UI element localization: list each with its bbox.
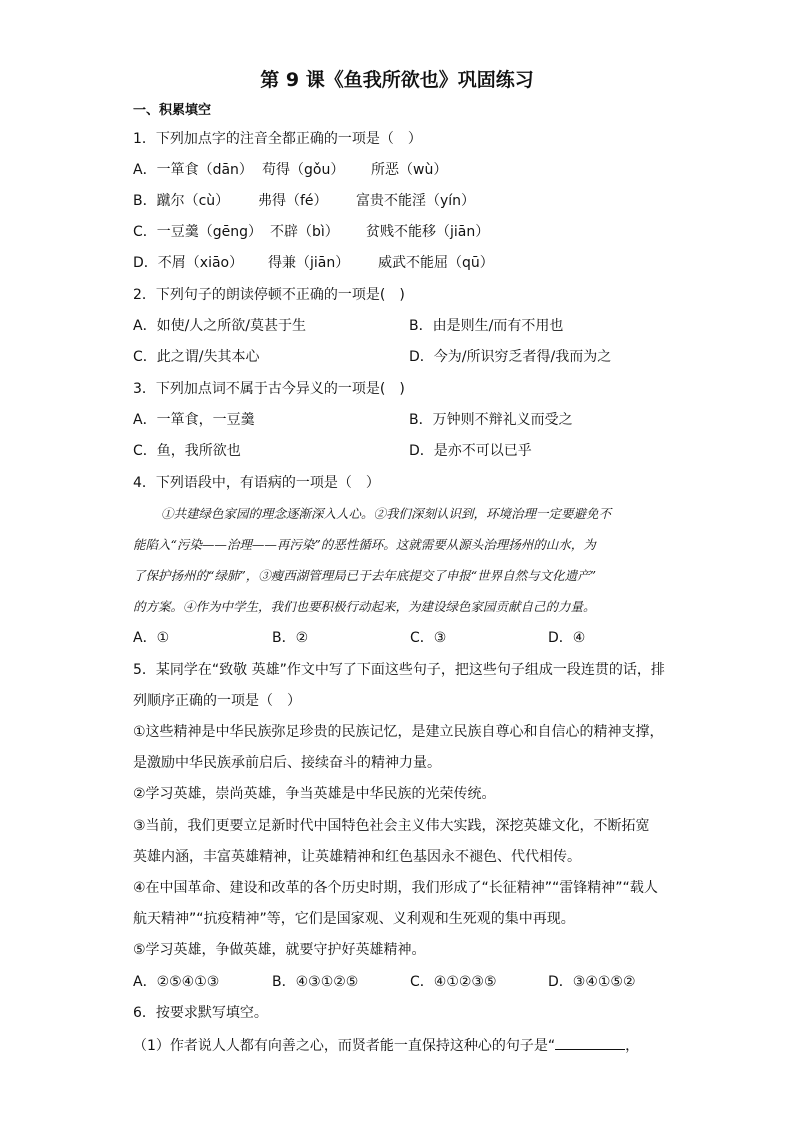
q4-option-b: B．② <box>272 630 309 646</box>
q4-option-c: C．③ <box>410 630 447 646</box>
q1-option-d-part3: 威武不能屈（qū） <box>378 255 494 271</box>
question-3-stem: 3．下列加点词不属于古今异义的一项是( ) <box>133 381 405 397</box>
q1-option-d-part2: 得兼（jiān） <box>268 255 350 271</box>
q5-sentence-line: 英雄内涵，丰富英雄精神，让英雄精神和红色基因永不褪色、代代相传。 <box>133 849 581 865</box>
q5-sentence-line: ①这些精神是中华民族弥足珍贵的民族记忆，是建立民族自尊心和自信心的精神支撑， <box>133 724 664 740</box>
q2-option-d: D．今为/所识穷乏者得/我而为之 <box>409 349 612 365</box>
q2-option-c: C．此之谓/失其本心 <box>133 349 260 365</box>
q1-option-c-part1: C．一豆羹（gēng） <box>133 224 263 240</box>
q4-option-d: D．④ <box>548 630 586 646</box>
q5-option-c: C．④①②③⑤ <box>410 974 497 990</box>
passage-line: 的方案。④作为中学生，我们也要积极行动起来，为建设绿色家园贡献自己的力量。 <box>133 599 596 614</box>
q5-sentence-line: ②学习英雄，崇尚英雄，争当英雄是中华民族的光荣传统。 <box>133 786 496 802</box>
q3-option-d: D．是亦不可以已乎 <box>409 443 532 459</box>
passage-line: 能陷入“污染——治理——再污染”的恶性循环。这就需要从源头治理扬州的山水，为 <box>133 537 596 552</box>
question-5-stem-cont: 列顺序正确的一项是（ ） <box>133 693 301 709</box>
q1-option-b-part3: 富贵不能淫（yín） <box>356 193 476 209</box>
sub-question-suffix: ， <box>625 1038 640 1054</box>
q5-option-b: B．④③①②⑤ <box>272 974 359 990</box>
q2-option-a: A．如使/人之所欲/莫甚于生 <box>133 318 307 334</box>
question-2-stem: 2．下列句子的朗读停顿不正确的一项是( ) <box>133 287 405 303</box>
q5-sentence-line: ⑤学习英雄，争做英雄，就要守护好英雄精神。 <box>133 942 426 958</box>
question-6-stem: 6．按要求默写填空。 <box>133 1005 268 1021</box>
q1-option-c-part3: 贫贱不能移（jiān） <box>366 224 490 240</box>
q2-option-b: B．由是则生/而有不用也 <box>409 318 564 334</box>
q5-sentence-line: 航天精神”“抗疫精神”等，它们是国家观、义利观和生死观的集中再现。 <box>133 911 575 927</box>
q1-option-b-part1: B．蹴尔（cù） <box>133 193 230 209</box>
q5-sentence-line: 是激励中华民族承前启后、接续奋斗的精神力量。 <box>133 755 441 771</box>
question-6-sub-1 <box>133 1035 639 1056</box>
q4-option-a: A．① <box>133 630 170 646</box>
q1-option-a-part1: A．一箪食（dān） <box>133 162 253 178</box>
q3-option-b: B．万钟则不辩礼义而受之 <box>409 412 573 428</box>
question-4-stem: 4．下列语段中，有语病的一项是（ ） <box>133 475 380 491</box>
q1-option-a-part3: 所恶（wù） <box>371 162 448 178</box>
q5-sentence-line: ④在中国革命、建设和改革的各个历史时期，我们形成了“长征精神”“雷锋精神”“载人 <box>133 880 658 896</box>
q1-option-d-part1: D．不屑（xiāo） <box>133 255 244 271</box>
answer-blank[interactable] <box>555 1035 625 1050</box>
q5-sentence-line: ③当前，我们更要立足新时代中国特色社会主义伟大实践，深挖英雄文化，不断拓宽 <box>133 818 650 834</box>
q5-option-a: A．②⑤④①③ <box>133 974 220 990</box>
q1-option-b-part2: 弗得（fé） <box>258 193 328 209</box>
passage-line: 了保护扬州的“绿肺”，③瘦西湖管理局已于去年底提交了申报“世界自然与文化遗产” <box>133 568 597 583</box>
passage-line: ①共建绿色家园的理念逐渐深入人心。②我们深刻认识到，环境治理一定要避免不 <box>161 506 612 521</box>
question-1-stem: 1．下列加点字的注音全都正确的一项是（ ） <box>133 131 422 147</box>
q3-option-c: C．鱼，我所欲也 <box>133 443 241 459</box>
q3-option-a: A．一箪食，一豆羹 <box>133 412 255 428</box>
section-heading: 一、积累填空 <box>133 103 212 118</box>
sub-question-text: （1）作者说人人都有向善之心，而贤者能一直保持这种心的句子是“ <box>133 1038 556 1054</box>
question-5-stem: 5．某同学在“致敬 英雄”作文中写了下面这些句子，把这些句子组成一段连贯的话，排 <box>133 662 665 678</box>
q5-option-d: D．③④①⑤② <box>548 974 636 990</box>
page-title: 第 9 课《鱼我所欲也》巩固练习 <box>260 69 534 91</box>
q1-option-a-part2: 苟得（gǒu） <box>262 162 345 178</box>
q1-option-c-part2: 不辟（bì） <box>270 224 339 240</box>
